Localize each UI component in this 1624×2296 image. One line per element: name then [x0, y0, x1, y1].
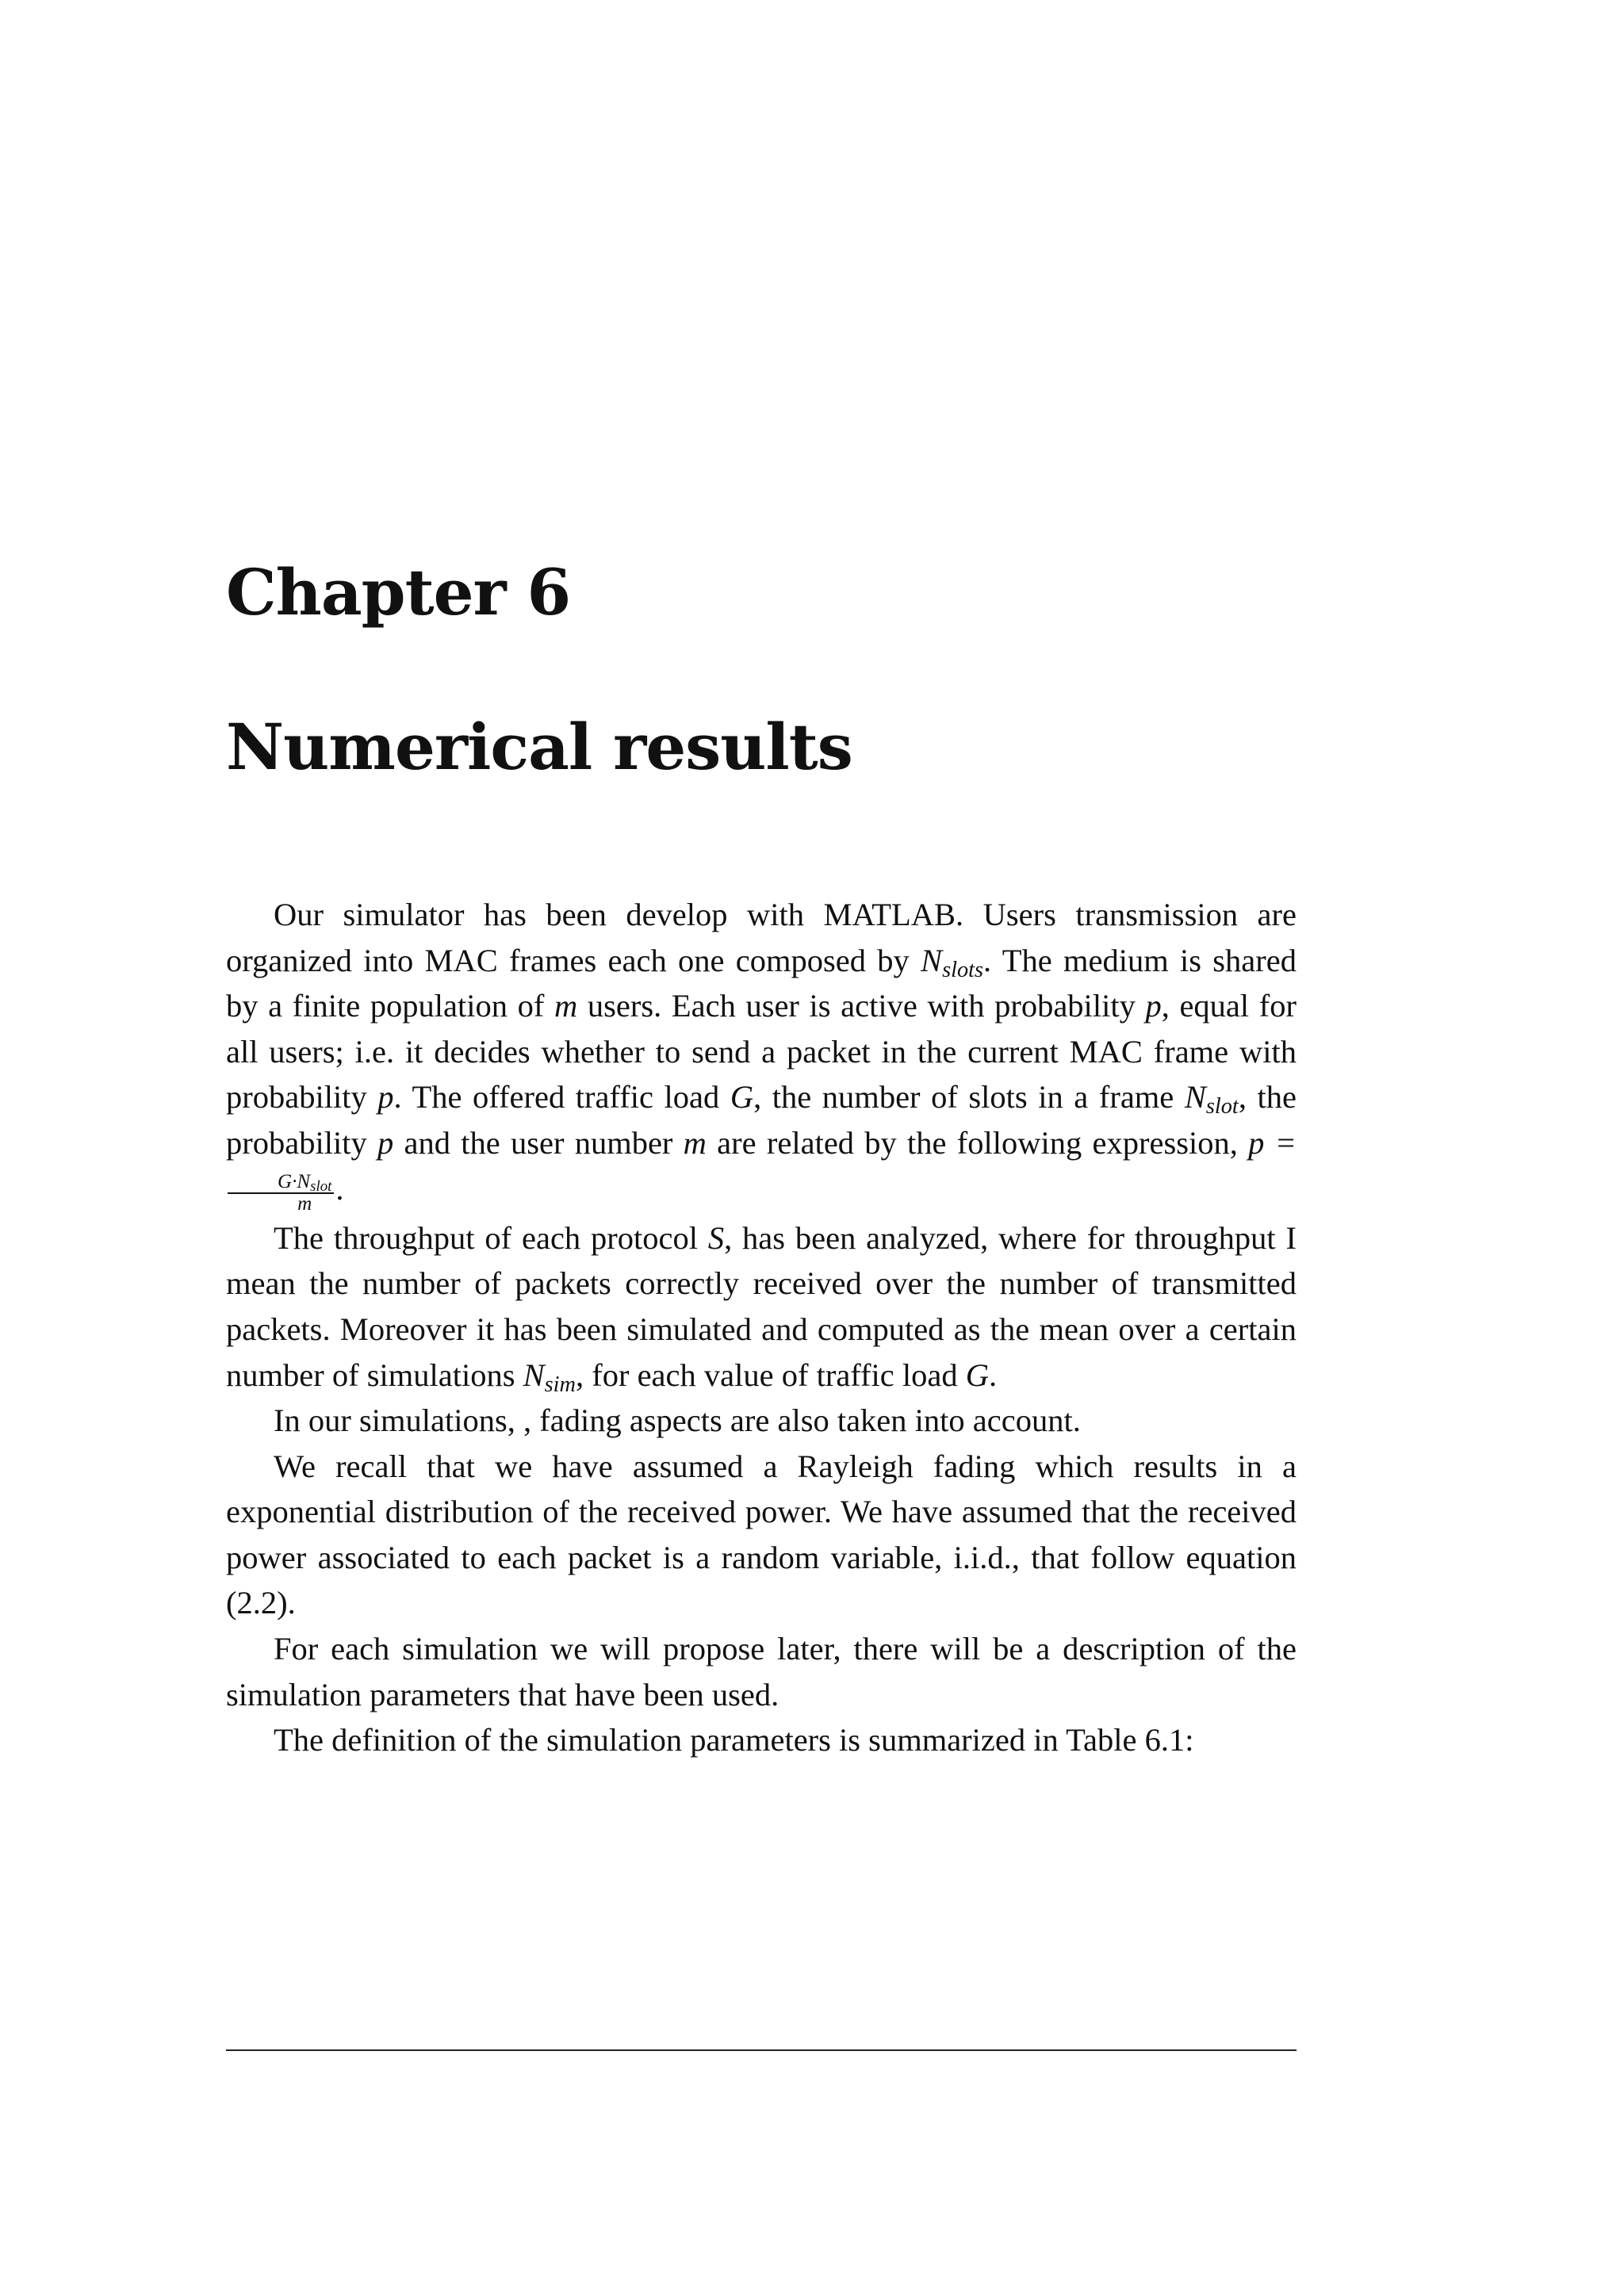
- math-var: G: [965, 1357, 989, 1393]
- fraction-denominator: m: [297, 1193, 312, 1215]
- math-var: p: [1145, 988, 1162, 1024]
- math-var: $N_{slots}$: [921, 942, 984, 982]
- math-var: m: [683, 1124, 707, 1161]
- chapter-label: Chapter 6: [226, 555, 571, 629]
- math-var: p: [377, 1079, 394, 1115]
- body-text: [226, 892, 1297, 1763]
- paragraph-5: For each simulation we will propose later, there will be a description of the simulation parameters that have been used.: [226, 1631, 1297, 1712]
- chapter-title: Numerical results: [226, 710, 852, 784]
- paragraph-6: The definition of the simulation parameters is summarized in Table 6.1:: [274, 1722, 1194, 1758]
- equation-lhs: p =: [1248, 1124, 1297, 1161]
- footer-rule: [226, 2049, 1297, 2051]
- paragraph-2: The throughput of each protocol S, has been analyzed, where for throughput I mean the number of packets correctly received over the number of transmitted packets. Moreover it has been simulated and computed as the mean over a certain number of simulations $N_{sim}$, for each value of traffic load G.: [226, 1219, 1297, 1397]
- paragraph-4: We recall that we have assumed a Rayleigh fading which results in a exponential distribution of the received power. We have assumed that the received power associated to each packet is a random variable, i.i.d., that follow equation (2.2).: [226, 1448, 1297, 1621]
- math-var: p: [377, 1124, 394, 1161]
- paragraph-1: Our simulator has been develop with MATLAB. Users transmission are organized into MAC frames each one composed by $N_{slots}$. The medium is shared by a finite population of m users. Each user is active with probability p, equal for all users; i.e. it decides whether to send a packet in the current MAC frame with probability p. The offered traffic load G, the number of slots in a frame $N_{slot}$, the probability p and the user number m are related by the following expression, p = $\frac{G\cdot N_{slot}}{m}$ .: [226, 897, 1297, 1215]
- math-var: $N_{sim}$: [523, 1357, 576, 1397]
- fraction-numerator: $G\cdot N_{slot}$: [228, 1172, 334, 1194]
- math-var: m: [554, 988, 578, 1024]
- math-var: G: [730, 1079, 754, 1115]
- paragraph-3: In our simulations, , fading aspects are also taken into account.: [274, 1402, 1081, 1439]
- math-var: $N_{slot}$: [1184, 1079, 1239, 1119]
- equation-fraction: [228, 1172, 334, 1215]
- math-var: S: [707, 1219, 725, 1256]
